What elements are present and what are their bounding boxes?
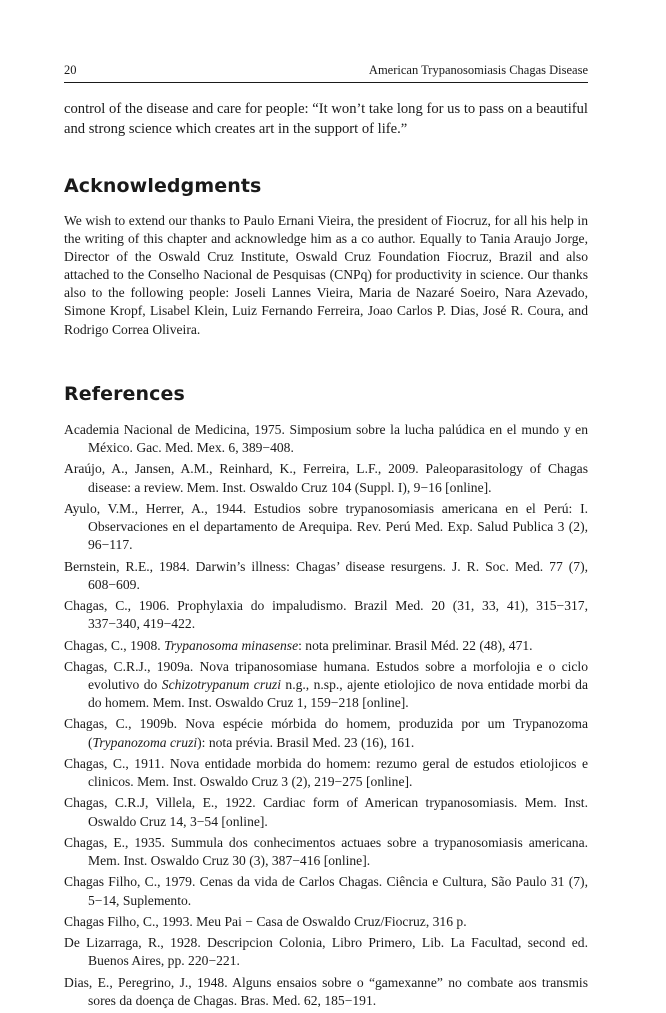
reference-text: Ayulo, V.M., Herrer, A., 1944. Estudios sobre trypanosomiasis americana en el Perú: I. Observaciones en el departamento de Arequipa. Rev. Perú Med. Exp. Salud Publica 3 (2), 96−117. [64, 500, 588, 553]
reference-text: Chagas, C., 1908. [64, 637, 165, 653]
reference-item [64, 873, 588, 909]
reference-text: Chagas, C., 1909b. Nova espécie mórbida do homem, produzida por um Trypanozoma ( [64, 716, 588, 750]
reference-text-continued: n.g., n.sp., ajente etiolojico de nova entidade morbi da do homem. Mem. Inst. Oswaldo Cruz 1, 159−218 [online]. [88, 677, 588, 711]
reference-text: Chagas Filho, C., 1993. Meu Pai − Casa de Oswaldo Cruz/Fiocruz, 316 p. [64, 913, 467, 929]
reference-text-continued: : nota preliminar. Brasil Méd. 22 (48), 471. [298, 637, 533, 653]
reference-item [64, 558, 588, 594]
reference-text: Academia Nacional de Medicina, 1975. Simposium sobre la lucha palúdica en el mundo y en México. Gac. Med. Mex. 6, 389−408. [64, 422, 588, 456]
header-rule [64, 82, 588, 83]
reference-italic-title: Trypanozoma cruzi [92, 734, 198, 750]
acknowledgments-heading: Acknowledgments [64, 175, 262, 197]
reference-text: Chagas, C., 1906. Prophylaxia do impaludismo. Brazil Med. 20 (31, 33, 41), 315−317, 337−340, 419−422. [64, 598, 588, 632]
reference-italic-title: Schizotrypanum cruzi [161, 677, 281, 692]
reference-item [64, 794, 588, 830]
reference-italic-title: Trypanosoma minasense [164, 637, 299, 653]
reference-text: Chagas, E., 1935. Summula dos conhecimentos actuaes sobre a trypanosomiasis americana. Mem. Inst. Oswaldo Cruz 30 (3), 387−416 [online]. [64, 834, 588, 869]
reference-item [64, 974, 588, 1010]
reference-item [64, 597, 588, 633]
reference-text: De Lizarraga, R., 1928. Descripcion Colonia, Libro Primero, Lib. La Facultad, second ed. Buenos Aires, pp. 220−221. [64, 935, 588, 969]
reference-item [64, 500, 588, 554]
reference-text: Chagas, C.R.J, Villela, E., 1922. Cardiac form of American trypanosomiasis. Mem. Inst. Oswaldo Cruz 14, 3−54 [online]. [64, 795, 588, 829]
reference-item [64, 637, 588, 655]
reference-item [64, 715, 588, 751]
reference-text: Dias, E., Peregrino, J., 1948. Alguns ensaios sobre o “gamexanne” no combate aos transmis sores da doença de Chagas. Bras. Med. 62, 185−191. [64, 974, 588, 1008]
references-heading: References [64, 383, 185, 405]
reference-text: Bernstein, R.E., 1984. Darwin’s illness: Chagas’ disease resurgens. J. R. Soc. Med. 77 (7), 608−609. [64, 558, 588, 592]
reference-item [64, 421, 588, 457]
reference-text: Chagas Filho, C., 1979. Cenas da vida de Carlos Chagas. Ciência e Cultura, São Paulo 31 (7), 5−14, Suplemento. [64, 874, 588, 908]
reference-item [64, 755, 588, 791]
intro-paragraph: control of the disease and care for people: “It won’t take long for us to pass on a beautiful and strong science which creates art in the support of life.” [64, 101, 588, 137]
running-header [64, 62, 588, 78]
running-title: American Trypanosomiasis Chagas Disease [368, 63, 588, 77]
reference-text: Araújo, A., Jansen, A.M., Reinhard, K., Ferreira, L.F., 2009. Paleoparasitology of Chagas disease: a review. Mem. Inst. Oswaldo Cruz 104 (Suppl. I), 9−16 [online]. [64, 461, 588, 495]
reference-text-continued: ): nota prévia. Brasil Med. 23 (16), 161. [197, 734, 415, 750]
reference-item [64, 460, 588, 496]
reference-text: Chagas, C., 1911. Nova entidade morbida do homem: rezumo geral de estudos etiolojicos e clinicos. Mem. Inst. Oswaldo Cruz 3 (2), 219−275 [online]. [64, 755, 588, 790]
reference-item [64, 934, 588, 970]
reference-item [64, 658, 588, 712]
reference-item [64, 913, 588, 931]
reference-item [64, 834, 588, 870]
reference-text: Chagas, C.R.J., 1909a. Nova tripanosomiase humana. Estudos sobre a morfolojia e o ciclo evolutivo do [64, 658, 588, 692]
references-list [64, 421, 588, 1013]
acknowledgments-paragraph: We wish to extend our thanks to Paulo Ernani Vieira, the president of Fiocruz, for all his help in the writing of this chapter and acknowledge him as a co author. Equally to Tania Araujo Jorge, Director of the Oswald Cruz Institute, Oswald Cruz Foundation Fiocruz, Brazil and also attached to the Conselho Nacional de Pesquisas (CNPq) for productivity in science. Our thanks also to the following people: Joseli Lannes Vieira, Maria de Nazaré Soeiro, Nara Azevado, Simone Kropf, Lisabel Klein, Luiz Fernando Ferreira, Joao Carlos P. Dias, José R. Coura, and Rodrigo Correa Oliveira. [64, 213, 588, 337]
page-number: 20 [64, 63, 77, 77]
